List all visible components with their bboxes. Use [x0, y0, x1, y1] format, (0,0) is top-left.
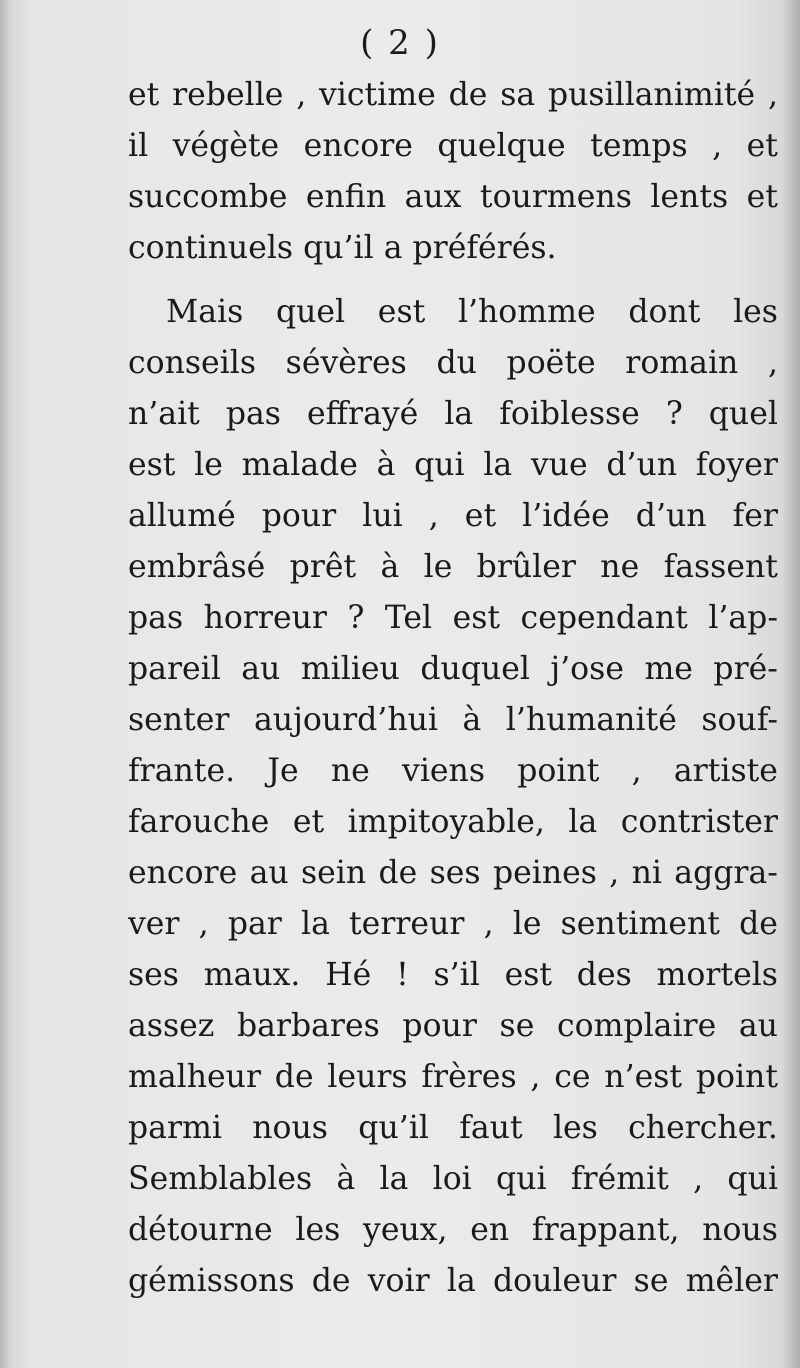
word: qui: [414, 447, 465, 483]
text-line: [128, 287, 778, 338]
word: brûler: [476, 549, 576, 585]
word: succombe: [128, 179, 288, 215]
word: effrayé: [307, 396, 419, 432]
word: lents: [650, 179, 729, 215]
word: est: [128, 447, 176, 483]
word: n’ait: [128, 396, 200, 432]
word: fassent: [663, 549, 778, 585]
word: Mais: [166, 294, 244, 330]
word: aujourd’hui: [254, 702, 438, 738]
word: la: [301, 906, 330, 942]
word: qui: [727, 1161, 778, 1197]
word: j’ose: [550, 651, 624, 687]
word: ,: [609, 855, 620, 891]
word: lui: [362, 498, 403, 534]
word: malheur: [128, 1059, 261, 1095]
word: de: [378, 855, 418, 891]
word: mortels: [656, 957, 778, 993]
word: à: [462, 702, 482, 738]
text-line: [128, 1154, 778, 1205]
word: en: [470, 1212, 510, 1248]
word: !: [396, 957, 409, 993]
word: d’un: [635, 498, 707, 534]
word: loi: [432, 1161, 472, 1197]
word: et: [746, 179, 778, 215]
text-line: [128, 1001, 778, 1052]
word: de: [274, 1059, 314, 1095]
word: Semblables: [128, 1161, 313, 1197]
word: quel: [708, 396, 778, 432]
word: fer: [732, 498, 778, 534]
word: point: [517, 753, 600, 789]
word: assez: [128, 1008, 215, 1044]
word: ,: [530, 1059, 541, 1095]
word: artiste: [673, 753, 778, 789]
word: n’est: [604, 1059, 683, 1095]
word: le: [194, 447, 223, 483]
word: la: [568, 804, 598, 840]
word: mêler: [685, 1263, 778, 1299]
word: est: [504, 957, 553, 993]
word: Je: [267, 753, 299, 789]
text-line: [128, 797, 778, 848]
word: s’il: [433, 957, 480, 993]
word: faut: [459, 1110, 523, 1146]
text-line: [128, 70, 778, 121]
word: détourne: [128, 1212, 273, 1248]
word: frappant,: [531, 1212, 680, 1248]
word: conseils: [128, 345, 257, 381]
word: viens: [402, 753, 485, 789]
word: maux.: [203, 957, 301, 993]
word: voir: [367, 1263, 430, 1299]
word: ,: [296, 77, 307, 113]
word: embrâsé: [128, 549, 266, 585]
text-line: [128, 542, 778, 593]
word: à: [376, 447, 396, 483]
word: pour: [402, 1008, 477, 1044]
word: sentiment: [560, 906, 720, 942]
word: pré-: [713, 651, 778, 687]
text-line: [128, 440, 778, 491]
word: et: [746, 128, 778, 164]
word: et: [464, 498, 497, 534]
word: d’un: [606, 447, 678, 483]
word: allumé: [128, 498, 236, 534]
text-line: [128, 746, 778, 797]
word: ,: [198, 906, 209, 942]
word: sa: [500, 77, 536, 113]
word: ce: [554, 1059, 591, 1095]
word: ver: [128, 906, 180, 942]
word: prêt: [289, 549, 357, 585]
word: yeux,: [363, 1212, 448, 1248]
text-line: [128, 491, 778, 542]
word: duquel: [420, 651, 530, 687]
word: ,: [767, 345, 778, 381]
word: de: [311, 1263, 351, 1299]
word: les: [733, 294, 778, 330]
word: est: [377, 294, 426, 330]
word: et: [128, 77, 160, 113]
word: de: [448, 77, 488, 113]
word: frante.: [128, 753, 236, 789]
word: au: [249, 855, 289, 891]
word: ?: [347, 600, 365, 636]
text-line: [128, 389, 778, 440]
word: quelque: [437, 128, 566, 164]
word: cependant: [520, 600, 688, 636]
word: nous: [702, 1212, 778, 1248]
word: ses: [128, 957, 179, 993]
word: les: [295, 1212, 341, 1248]
word: ,: [631, 753, 642, 789]
word: il: [128, 128, 149, 164]
word: les: [552, 1110, 598, 1146]
text-line: [128, 695, 778, 746]
text-line: [128, 1205, 778, 1256]
word: douleur: [492, 1263, 617, 1299]
word: barbares: [236, 1008, 380, 1044]
word: victime: [319, 77, 436, 113]
word: du: [436, 345, 477, 381]
word: complaire: [556, 1008, 717, 1044]
word: pusillanimité: [547, 77, 756, 113]
word: chercher.: [628, 1110, 778, 1146]
word: ne: [330, 753, 370, 789]
word: et: [292, 804, 325, 840]
text-line: [128, 172, 778, 223]
word: pas: [225, 396, 281, 432]
word: ni: [631, 855, 662, 891]
word: malade: [241, 447, 358, 483]
word: poëte: [506, 345, 596, 381]
word: vue: [530, 447, 588, 483]
text-line: continuels qu’il a préférés.: [128, 230, 557, 266]
text-line: [128, 121, 778, 172]
word: frères: [421, 1059, 517, 1095]
word: au: [738, 1008, 778, 1044]
word: rebelle: [172, 77, 284, 113]
word: leurs: [327, 1059, 408, 1095]
word: ,: [483, 906, 494, 942]
word: quel: [275, 294, 346, 330]
text-line: [128, 644, 778, 695]
text-line: [128, 1103, 778, 1154]
word: au: [241, 651, 281, 687]
word: Hé: [325, 957, 372, 993]
word: enfin: [305, 179, 387, 215]
word: des: [576, 957, 632, 993]
text-line: [128, 338, 778, 389]
word: pour: [261, 498, 337, 534]
word: sein: [300, 855, 367, 891]
word: me: [644, 651, 693, 687]
word: souf-: [701, 702, 778, 738]
word: végète: [172, 128, 280, 164]
word: parmi: [128, 1110, 222, 1146]
word: milieu: [300, 651, 400, 687]
page-number: ( 2 ): [360, 23, 440, 63]
word: encore: [303, 128, 413, 164]
text-line: [128, 593, 778, 644]
word: le: [423, 549, 453, 585]
word: aggra-: [674, 855, 778, 891]
paragraph-gap: [128, 274, 778, 287]
word: gémissons: [128, 1263, 295, 1299]
word: sévères: [285, 345, 407, 381]
word: ne: [600, 549, 640, 585]
word: pas: [128, 600, 184, 636]
word: ?: [665, 396, 683, 432]
word: romain: [625, 345, 739, 381]
word: dont: [628, 294, 701, 330]
word: frémit: [570, 1161, 669, 1197]
word: l’ap-: [708, 600, 778, 636]
word: se: [633, 1263, 669, 1299]
word: contrister: [620, 804, 778, 840]
word: ,: [428, 498, 439, 534]
word: ,: [693, 1161, 704, 1197]
text-line: [128, 1052, 778, 1103]
word: à: [380, 549, 400, 585]
word: qui: [496, 1161, 547, 1197]
word: encore: [128, 855, 238, 891]
word: se: [499, 1008, 535, 1044]
word: impitoyable,: [347, 804, 545, 840]
word: l’humanité: [505, 702, 677, 738]
text-line: [128, 899, 778, 950]
word: la: [379, 1161, 409, 1197]
word: pareil: [128, 651, 221, 687]
word: temps: [590, 128, 688, 164]
word: à: [336, 1161, 356, 1197]
body-text: [128, 70, 778, 1307]
word: la: [483, 447, 513, 483]
word: ses: [429, 855, 481, 891]
word: foiblesse: [499, 396, 640, 432]
word: terreur: [349, 906, 465, 942]
word: farouche: [128, 804, 270, 840]
word: la: [444, 396, 474, 432]
word: aux: [404, 179, 462, 215]
word: horreur: [203, 600, 327, 636]
word: l’homme: [457, 294, 596, 330]
word: est: [452, 600, 501, 636]
word: ,: [767, 77, 778, 113]
word: la: [446, 1263, 476, 1299]
word: Tel: [384, 600, 433, 636]
word: point: [695, 1059, 778, 1095]
word: senter: [128, 702, 230, 738]
word: tourmens: [479, 179, 632, 215]
word: ,: [712, 128, 723, 164]
word: peines: [492, 855, 597, 891]
word: par: [227, 906, 282, 942]
text-line: [128, 1256, 778, 1307]
word: de: [739, 906, 778, 942]
word: l’idée: [522, 498, 610, 534]
word: foyer: [695, 447, 778, 483]
word: qu’il: [358, 1110, 429, 1146]
word: nous: [252, 1110, 328, 1146]
page-left-edge-shadow: [0, 0, 10, 1368]
page-gutter-shadow: [782, 0, 800, 1368]
text-line: [128, 950, 778, 1001]
word: le: [512, 906, 542, 942]
text-line: [128, 848, 778, 899]
